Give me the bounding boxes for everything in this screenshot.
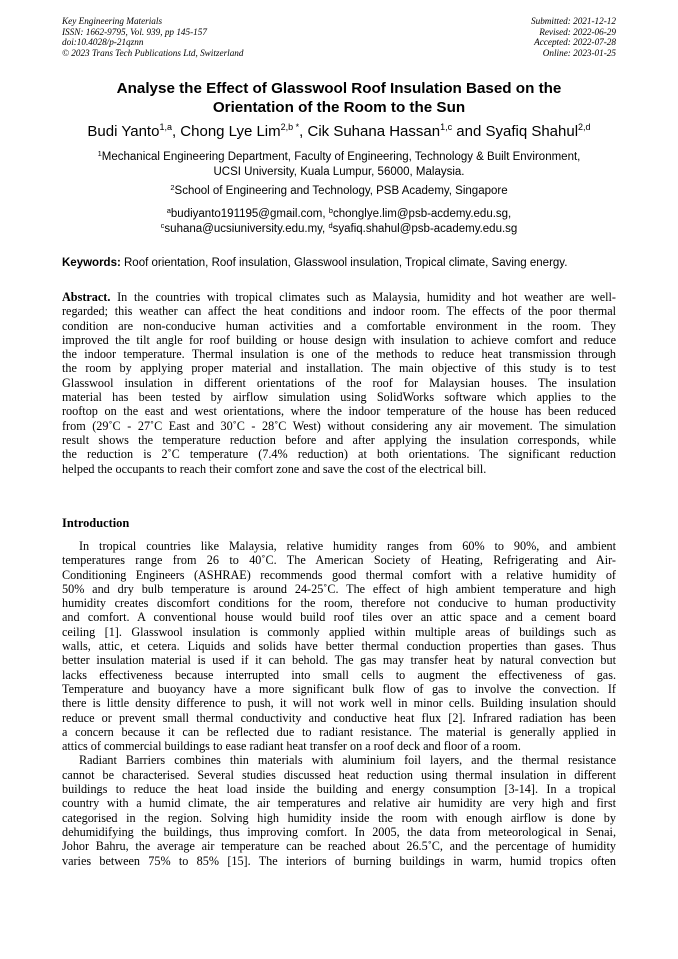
abstract-line: regarded; this weather can affect the heat conditions and indoor room. The effects of the poor thermal — [62, 304, 616, 319]
author-separator: and — [452, 123, 486, 140]
author-name: Budi Yanto — [87, 123, 160, 140]
email-link[interactable]: suhana@ucsiuniversity.edu.my, — [164, 222, 329, 235]
abstract-text: In the countries with tropical climates such as Malaysia, humidity and hot weather are well- — [110, 290, 616, 304]
publication-dates — [396, 16, 616, 58]
abstract-label: Abstract. — [62, 290, 111, 304]
paragraph-line: better insulation material is used if it can behold. The gas may transfer heat by natural convection but — [62, 653, 616, 668]
title-line: Analyse the Effect of Glasswool Roof Insulation Based on the — [116, 80, 562, 97]
abstract — [62, 290, 616, 476]
journal-doi: doi:10.4028/p-21qznn — [62, 37, 144, 48]
author-affiliation-mark: 2,d — [578, 122, 591, 132]
paragraph-line: categorised in the region. Solving high humidity inside the room with enough airflow is done by — [62, 810, 616, 825]
email-link[interactable]: budiyanto191195@gmail.com, — [170, 208, 329, 220]
abstract-line: improved the tilt angle for roof building or house design with insulation to achieve comfort and reduce — [62, 332, 616, 347]
abstract-line: result shows the temperature reduction before and after applying the insulation corresponds, while — [62, 432, 616, 447]
keywords-text: Roof orientation, Roof insulation, Glasswool insulation, Tropical climate, Saving energy. — [120, 257, 568, 269]
paragraph-line: lacks effectiveness because interrupted into small cells to augment the effectiveness of gas. — [62, 667, 616, 682]
affiliation-2 — [62, 184, 616, 199]
paragraph-line: country with a humid climate, the air temperatures and relative air humidity are very high and first — [62, 796, 616, 811]
abstract-line — [62, 290, 616, 304]
abstract-line: the room by applying proper material and installation. The main objective of this study is to test — [62, 361, 616, 376]
abstract-line: from (29˚C - 27˚C East and 30˚C - 28˚C West) without considering any air movement. The simulation — [62, 418, 616, 433]
abstract-line: helped the occupants to reach their comfort zone and save the cost of the electrical bill. — [62, 461, 487, 476]
paragraph-line: walls, attic, et cetera. Liquids and solids have better thermal conduction properties than gases. Thus — [62, 639, 616, 654]
paragraph-line: In tropical countries like Malaysia, relative humidity ranges from 60% to 90%, and ambient — [79, 539, 616, 553]
journal-name: Key Engineering Materials — [62, 16, 163, 26]
author-affiliation-mark: 2,b * — [280, 122, 300, 132]
paragraph-line: reduce or prevent small thermal conductivity and conductive heat flux [2]. Infrared radiation has been — [62, 710, 616, 725]
paragraph-line: attics of commercial buildings to ease radiant heat transfer on a roof deck and floor of a room. — [62, 739, 521, 754]
date-accepted: Accepted: 2022-07-28 — [534, 37, 616, 48]
paragraph-line: cannot be characterised. Several studies discussed heat reduction using thermal insulation in different — [62, 767, 616, 782]
paragraph-line: there is little density difference to push, it will not work well in minor cells. Building insulation should — [62, 696, 616, 711]
section-heading-introduction: Introduction — [62, 516, 130, 530]
abstract-line: the indoor temperature. Thermal insulation is one of the methods to reduce heat transmission through — [62, 347, 616, 362]
affiliation-line — [62, 150, 616, 165]
email-mark: b — [328, 206, 333, 215]
paragraph-line: buildings to reduce the heat load inside the building and energy consumption [3-14]. In a tropical — [62, 782, 616, 797]
journal-copyright: © 2023 Trans Tech Publications Ltd, Switzerland — [62, 47, 244, 58]
affiliation-text: School of Engineering and Technology, PSB Academy, Singapore — [174, 185, 508, 197]
date-online: Online: 2023-01-25 — [542, 47, 616, 58]
paragraph-line: temperatures range from 26 to 40˚C. The American Society of Heating, Refrigerating and Air- — [62, 553, 616, 568]
email-link[interactable]: syafiq.shahul@psb-academy.edu.sg — [332, 222, 518, 235]
paragraph-line: dehumidifying the buildings, thus improving comfort. In 2005, the data from meteorological in Senai, — [62, 824, 616, 839]
affiliation-line: UCSI University, Kuala Lumpur, 56000, Malaysia. — [213, 165, 465, 178]
affiliation-line — [62, 184, 616, 199]
author-emails — [62, 207, 616, 236]
email-line — [62, 222, 616, 237]
affiliation-mark: 2 — [170, 183, 175, 192]
abstract-line: the reduction is 2˚C temperature (7.4% reduction) at both orientations. The significant reduction — [62, 447, 616, 462]
abstract-line: condition are non-conducive human activities and a comfortable environment in the room. They — [62, 318, 616, 333]
paragraph-line: Conditioning Engineers (ASHRAE) recommends good thermal comfort with a relative humidity of — [62, 567, 616, 582]
keywords — [62, 256, 616, 270]
author-affiliation-mark: 1,a — [159, 122, 172, 132]
date-revised: Revised: 2022-06-29 — [539, 26, 616, 37]
journal-issn: ISSN: 1662-9795, Vol. 939, pp 145-157 — [62, 26, 207, 37]
author-list — [62, 123, 616, 141]
author-affiliation-mark: 1,c — [440, 122, 453, 132]
introduction-body — [62, 539, 616, 868]
email-mark: c — [160, 220, 165, 230]
abstract-line: material has been tested by airflow simulation using SolidWorks software which applies to the — [62, 390, 616, 405]
email-mark: d — [328, 220, 333, 230]
author-separator: , — [299, 123, 308, 140]
paragraph-line: a concern because it can be reflected due to radiant resistance. The material is generally applied in — [62, 724, 616, 739]
author-name: Chong Lye Lim — [180, 123, 281, 140]
paragraph-line: humidity creates discomfort conditions for the room, therefore not conducive to human productivity — [62, 596, 616, 611]
title-line: Orientation of the Room to the Sun — [212, 98, 466, 116]
paragraph-line: Johor Bahru, the average air temperature can be reached about 26.5˚C, and the percentage of humidity — [62, 839, 616, 854]
email-link[interactable]: chonglye.lim@psb-acdemy.edu.sg, — [332, 208, 512, 220]
paragraph-line: and comfort. A conventional house would build roof tiles over an attic space and a cement board — [62, 610, 616, 625]
keywords-label: Keywords: — [62, 257, 121, 269]
paragraph-line: ceiling [1]. Glasswool insulation is commonly applied within multiple areas of buildings such as — [62, 624, 616, 639]
abstract-line: rooftop on the east and west orientations, where the indoor temperature of the house has been reduced — [62, 404, 616, 419]
author-name: Syafiq Shahul — [485, 123, 579, 140]
abstract-line: Glasswool insulation in different orientations of the roof for Malaysian houses. The insulation — [62, 375, 616, 390]
author-separator: , — [171, 123, 181, 140]
email-line — [62, 207, 616, 222]
paragraph-line: varies between 75% to 85% [15]. The interiors of burning buildings in warm, humid tropics often — [62, 853, 616, 868]
author-name: Cik Suhana Hassan — [307, 123, 441, 140]
date-submitted: Submitted: 2021-12-12 — [531, 16, 616, 26]
affiliation-mark: 1 — [97, 149, 102, 158]
journal-header — [62, 16, 362, 58]
paragraph-line: Radiant Barriers combines thin materials with aluminium foil layers, and the thermal resistance — [79, 753, 616, 768]
affiliation-text: Mechanical Engineering Department, Faculty of Engineering, Technology & Built Environment, — [101, 151, 581, 163]
paper-title — [62, 80, 616, 117]
affiliation-1 — [62, 150, 616, 179]
email-mark: a — [166, 206, 171, 215]
paragraph-line: Temperature and buoyancy have a more significant bulk flow of gas to involve the convection. If — [62, 681, 616, 696]
paragraph-line: 50% and dry bulb temperature is around 24-25˚C. The effect of high ambient temperature and high — [62, 581, 616, 596]
